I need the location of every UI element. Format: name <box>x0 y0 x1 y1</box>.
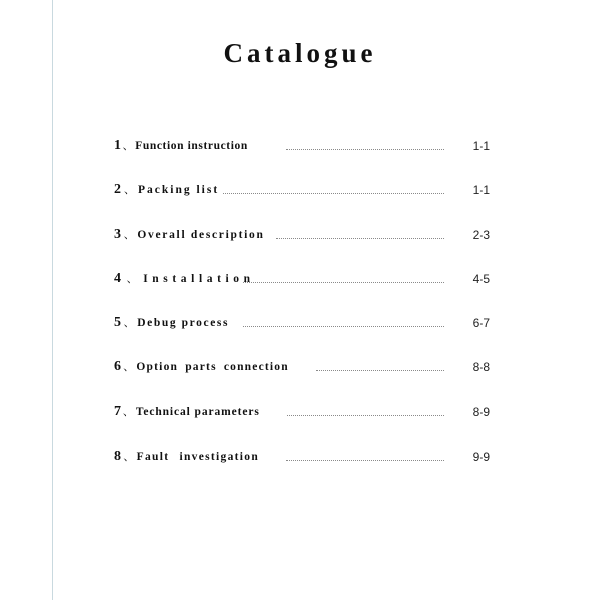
toc-entry[interactable] <box>0 359 600 379</box>
toc-entry[interactable] <box>0 227 600 247</box>
toc-entry[interactable] <box>0 138 600 158</box>
toc-entry-page: 2-3 <box>472 228 490 242</box>
toc-entry-separator: 、 <box>123 451 136 463</box>
toc-entry-label <box>114 182 219 198</box>
toc-entry-number: 4 <box>114 271 126 286</box>
toc-entry-page: 9-9 <box>472 450 490 464</box>
toc-entry-number: 6 <box>114 359 123 374</box>
toc-leader-dots <box>223 193 444 194</box>
toc-entry-title: Installation <box>143 273 255 285</box>
toc-entry-number: 5 <box>114 315 123 330</box>
toc-entry-label <box>114 404 260 420</box>
toc-entry-title: Fault investigation <box>136 451 260 463</box>
toc-leader-dots <box>286 149 444 150</box>
toc-entry-label <box>114 449 259 465</box>
toc-entry[interactable] <box>0 449 600 469</box>
toc-entry-separator: 、 <box>126 273 143 285</box>
toc-leader-dots <box>287 415 444 416</box>
toc-leader-dots <box>316 370 444 371</box>
toc-entry-number: 7 <box>114 404 122 419</box>
toc-entry-label <box>114 315 229 331</box>
toc-entry-page: 1-1 <box>472 139 490 153</box>
toc-entry[interactable] <box>0 182 600 202</box>
page-title: Catalogue <box>223 38 377 68</box>
toc-entry-page: 1-1 <box>472 183 490 197</box>
toc-entry-page: 8-8 <box>472 360 490 374</box>
toc-entry-title: Overall description <box>137 229 265 241</box>
toc-entry-page: 4-5 <box>472 272 490 286</box>
toc-entry-title: Function instruction <box>135 140 248 152</box>
toc-entry-label <box>114 227 265 243</box>
toc-entry-separator: 、 <box>124 184 137 196</box>
toc-entry-title: Packing list <box>138 184 220 196</box>
toc-entry-title: Technical parameters <box>135 406 260 418</box>
toc-leader-dots <box>243 282 444 283</box>
toc-entry-number: 3 <box>114 227 123 242</box>
toc-entry-label <box>114 138 248 154</box>
toc-entry-separator: 、 <box>122 140 135 152</box>
toc-leader-dots <box>276 238 444 239</box>
toc-entry-title: Debug process <box>137 317 230 329</box>
toc-entry-separator: 、 <box>123 361 136 373</box>
toc-entry-label <box>114 359 289 375</box>
toc-entry-separator: 、 <box>123 229 137 241</box>
toc-entry-label <box>114 271 255 287</box>
toc-entry-number: 1 <box>114 138 122 153</box>
toc-leader-dots <box>286 460 444 461</box>
toc-entry-page: 8-9 <box>472 405 490 419</box>
toc-entry[interactable] <box>0 271 600 291</box>
toc-entry-separator: 、 <box>123 317 137 329</box>
toc-entry-title: Option parts connection <box>136 361 289 373</box>
toc-entry-number: 8 <box>114 449 123 464</box>
toc-entry-separator: 、 <box>122 406 135 418</box>
toc-entry-page: 6-7 <box>472 316 490 330</box>
toc-leader-dots <box>243 326 444 327</box>
toc-entry-number: 2 <box>114 182 123 197</box>
toc-entry[interactable] <box>0 315 600 335</box>
toc-entry[interactable] <box>0 404 600 424</box>
